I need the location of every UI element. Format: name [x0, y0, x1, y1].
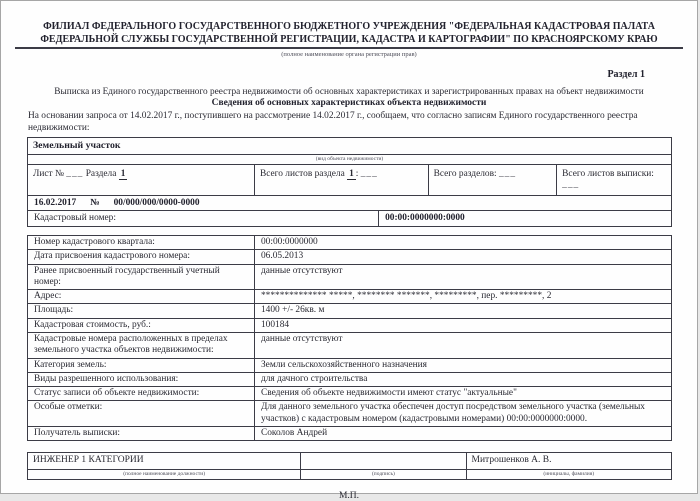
table-row — [28, 401, 671, 427]
row-label: Кадастровая стоимость, руб.: — [28, 319, 255, 332]
table-row — [28, 333, 671, 359]
total-extract-sheets-label: Всего листов выписки: — [562, 169, 654, 180]
object-type: Земельный участок — [33, 140, 121, 152]
row-label: Кадастровые номера расположенных в пределах земельного участка объектов недвижимости: — [28, 333, 255, 358]
row-label: Категория земель: — [28, 359, 255, 372]
row-label: Виды разрешенного использования: — [28, 373, 255, 386]
total-sheets-blank: ___ — [360, 169, 378, 180]
table-row — [28, 427, 671, 440]
table-row — [28, 387, 671, 401]
row-label: Площадь: — [28, 304, 255, 317]
signature-table — [27, 452, 672, 480]
signature-caption: (подпись) — [301, 470, 466, 480]
object-type-row — [28, 138, 671, 155]
total-sheets-label: Всего листов раздела — [259, 169, 345, 180]
section-label: Раздел 1 — [607, 69, 645, 80]
number-sign: № — [90, 197, 100, 208]
row-label: Особые отметки: — [28, 401, 255, 426]
row-value: 06.05.2013 — [260, 251, 304, 262]
request-basis-text: На основании запроса от 14.02.2017 г., поступившего на рассмотрение 14.02.2017 г., сообщаем, что согласно записям Единого государственного реестра недвижимости: — [28, 111, 638, 134]
table-row — [28, 359, 671, 373]
extract-date-row — [28, 196, 671, 211]
row-value: данные отсутствуют — [260, 334, 343, 344]
row-label: Номер кадастрового квартала: — [28, 236, 255, 249]
cadastral-number-value: 00:00:0000000:0000 — [385, 212, 465, 223]
extract-subtitle: Сведения об основных характеристиках объекта недвижимости — [211, 98, 487, 108]
header-rule — [15, 47, 683, 49]
cadastral-number-row — [28, 211, 671, 226]
sheet-section-number: 1 — [120, 169, 126, 180]
sheet-label: Лист № — [33, 169, 64, 180]
extract-title: Выписка из Единого государственного реестра недвижимости об основных характеристиках и зарегистрированных правах на объект недвижимости — [54, 87, 644, 97]
row-value: 100184 — [260, 319, 290, 330]
position-caption: (полное наименование должности) — [28, 470, 301, 480]
signature-row — [28, 453, 671, 469]
table-row — [28, 319, 671, 333]
total-sections-blank: ___ — [498, 169, 517, 180]
request-number: 00/000/000/0000-0000 — [113, 197, 200, 208]
total-sheets-colon: : — [355, 169, 359, 180]
total-extract-sheets-cell — [557, 165, 671, 195]
total-sheets-number: 1 — [349, 169, 354, 180]
row-value: Соколов Андрей — [260, 427, 328, 438]
sheet-blank: ___ — [66, 169, 84, 180]
row-label: Ранее присвоенный государственный учетный номер: — [28, 265, 255, 290]
name-caption: (инициалы, фамилия) — [543, 470, 595, 477]
row-value: для дачного строительства — [260, 373, 368, 384]
table-row — [28, 265, 671, 291]
signer-name: Митрошенков А. В. — [471, 455, 552, 466]
total-sections-label: Всего разделов: — [433, 169, 497, 180]
sheet-number-cell — [28, 165, 255, 195]
row-value: данные отсутствуют — [260, 265, 343, 276]
total-sheets-cell — [255, 165, 429, 195]
sheet-counts-row — [28, 165, 671, 196]
extract-date: 16.02.2017 — [34, 197, 77, 208]
table-row — [28, 304, 671, 318]
total-sections-cell — [429, 165, 558, 195]
row-value: Для данного земельного участка обеспечен доступ посредством земельного участка (земельных участков) с кадастровым номером (кадастровыми номерами) 00:00:0000000:0000. — [260, 402, 645, 424]
table-row — [28, 373, 671, 387]
org-name-caption: (полное наименование органа регистрации прав) — [281, 51, 417, 58]
sheet-section-label: Раздела — [85, 169, 117, 180]
total-extract-sheets-blank: ___ — [562, 180, 580, 191]
table-row — [28, 250, 671, 264]
row-value: Земли сельскохозяйственного назначения — [260, 359, 427, 370]
table-row — [28, 236, 671, 250]
signature-captions-row — [28, 470, 671, 480]
row-label: Дата присвоения кадастрового номера: — [28, 250, 255, 263]
object-type-caption: (вид объекта недвижимости) — [315, 156, 384, 163]
signer-position: ИНЖЕНЕР 1 КАТЕГОРИИ — [28, 453, 301, 468]
row-label: Статус записи об объекте недвижимости: — [28, 387, 255, 400]
object-info-table — [27, 137, 672, 227]
row-label: Получатель выписки: — [28, 427, 255, 440]
object-type-caption-row — [28, 155, 671, 165]
table-row — [28, 290, 671, 304]
row-value: Сведения об объекте недвижимости имеют статус "актуальные" — [260, 388, 517, 399]
details-table — [27, 235, 672, 441]
row-value: 00:00:0000000 — [260, 237, 318, 248]
row-label: Адрес: — [28, 290, 255, 303]
org-name-title: ФИЛИАЛ ФЕДЕРАЛЬНОГО ГОСУДАРСТВЕННОГО БЮДЖЕТНОГО УЧРЕЖДЕНИЯ "ФЕДЕРАЛЬНАЯ КАДАСТРОВАЯ ПАЛАТА ФЕДЕРАЛЬНОЙ СЛУЖБЫ ГОСУДАРСТВЕННОЙ РЕГИСТРАЦИИ, КАДАСТРА И КАРТОГРАФИИ" ПО КРАСНОЯРСКОМУ КРАЮ — [40, 21, 658, 45]
signature-space — [301, 453, 466, 468]
stamp-placeholder: М.П. — [338, 491, 360, 501]
cadastral-number-label: Кадастровый номер: — [28, 211, 379, 226]
row-value: 1400 +/- 26кв. м — [260, 305, 325, 316]
extract-date-cell — [28, 196, 671, 210]
row-value: ************** *****, ******** *******, *********, пер. *********, 2 — [260, 291, 552, 302]
